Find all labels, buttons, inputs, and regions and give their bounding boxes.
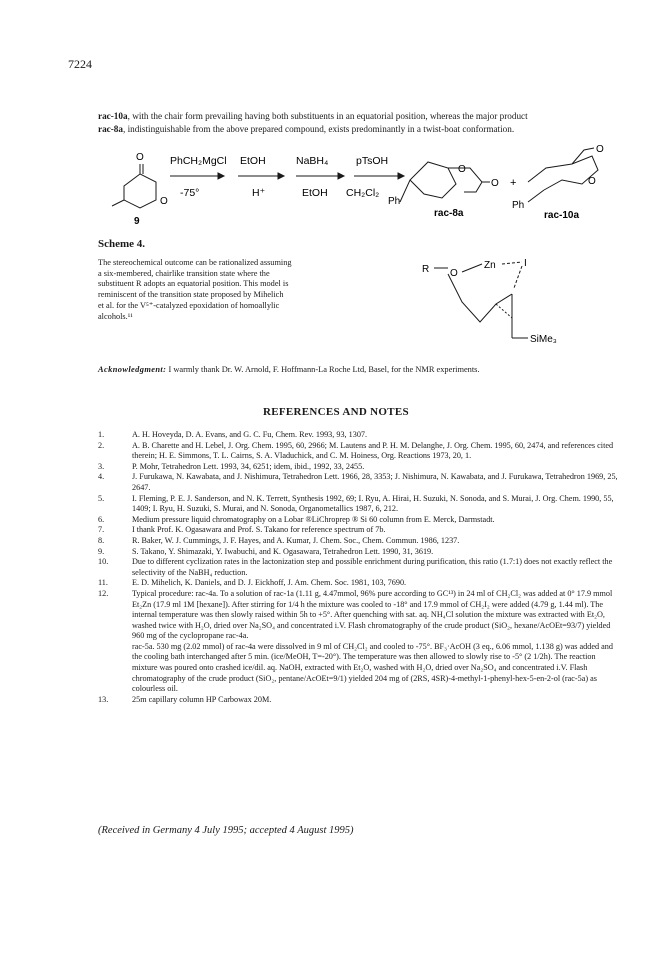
reference-text: I. Fleming, P. E. J. Sanderson, and N. K. Terrett, Synthesis 1992, 69; I. Ryu, A. Hirai, H. Suzuki, N. Sonoda, and S. Murai, J. Org. Chem. 1990, 55, 1409; I. Ryu, H. Suzuki, S. Murai, and N. Sonoda, Organometallics 1987, 6, 212. <box>132 493 614 514</box>
reference-number: 5. <box>98 493 105 503</box>
i-label: I <box>524 258 527 269</box>
lactone-ring <box>124 164 156 208</box>
reference-text: P. Mohr, Tetrahedron Lett. 1993, 34, 6251; idem, ibid., 1992, 33, 2455. <box>132 461 365 471</box>
o-atom: O <box>588 176 596 187</box>
reagent-4-top: pTsOH <box>356 155 389 167</box>
acknowledgment-text: I warmly thank Dr. W. Arnold, F. Hoffmann-La Roche Ltd, Basel, for the NMR experiments. <box>166 365 480 374</box>
o-zn-bond <box>462 264 482 272</box>
reference-item <box>98 589 618 642</box>
reference-text: A. B. Charette and H. Lebel, J. Org. Chem. 1995, 60, 2966; M. Lautens and P. H. M. Delanghe, J. Org. Chem. 1995, 60, 2474, and references cited therein; H. E. Simmons, T. L. Cairns, S. A. Vladuchick, and C. M. Hoiness, Org. Reactions 1973, 20, 1. <box>132 440 614 461</box>
reagent-1-bottom: -75° <box>180 187 200 199</box>
reference-item <box>98 695 618 706</box>
o-atom: O <box>160 196 168 207</box>
transition-state-figure <box>408 252 618 352</box>
reference-item <box>98 547 618 558</box>
reagent-3-top: NaBH₄ <box>296 155 329 167</box>
reference-text: I thank Prof. K. Ogasawara and Prof. S. Takano for reference spectrum of 7b. <box>132 525 386 535</box>
zn-label: Zn <box>484 260 496 271</box>
intro-paragraph <box>98 110 588 135</box>
reagent-3-bottom: EtOH <box>302 187 328 199</box>
text-line: The stereochemical outcome can be rationalized assuming <box>98 258 292 267</box>
scheme-label: Scheme 4. <box>98 238 146 250</box>
reference-number: 6. <box>98 514 105 524</box>
reference-item <box>98 430 618 441</box>
body-paragraph <box>98 258 353 322</box>
reference-number: 13. <box>98 694 109 704</box>
reference-item <box>98 557 618 578</box>
page-number: 7224 <box>68 57 92 71</box>
text-line: a six-membered, chairlike transition state where the <box>98 268 270 278</box>
intro-text-2: , indistinguishable from the above prepared compound, exists predominantly in a twist-boat conformation. <box>123 123 515 134</box>
reagent-2-bottom: H⁺ <box>252 187 266 199</box>
o-label: O <box>450 268 458 279</box>
o-atom: O <box>491 178 499 189</box>
reference-number: 9. <box>98 546 105 556</box>
intro-text-1: , with the chair form prevailing having both substituents in an equatorial position, whereas the major product <box>127 111 528 121</box>
compound-9-label: 9 <box>134 216 140 227</box>
reference-text: Typical procedure: rac-4a. To a solution of rac-1a (1.11 g, 4.47mmol, 96% pure according to GC¹³) in 24 ml of CH₂Cl₂ was added at 0° 17.9 mmol Et₂Zn (17.9 ml 1M [hexane]). After stirring for 1/4 h the mixture was cooled to -18° and 17.9 mmol of CH₂I₂ were added (4.79 g, 1.44 ml). The internal temperature was then slowly raised within 5h to +5°. After quenching with sat. aq. NH₄Cl solution the mixture was extracted with Et₂O, washed twice with H₂O, dried over Na₂SO₄ and concentrated i.V. Flash chromatography of the crude product (SiO₂, hexane/AcOEt=93/7) yielded 960 mg of the cyclopropane rac-4a. <box>132 588 613 641</box>
reference-text: R. Baker, W. J. Cummings, J. F. Hayes, and A. Kumar, J. Chem. Soc., Chem. Commun. 1986, 1237. <box>132 535 460 545</box>
reference-item <box>98 494 618 515</box>
reference-number: 1. <box>98 430 105 439</box>
reference-number: 11. <box>98 578 108 588</box>
text-line: alcohols.¹¹ <box>98 311 133 321</box>
zn-i-dashed <box>502 262 522 264</box>
sime3-label: SiMe₃ <box>530 334 557 345</box>
reference-number <box>98 642 132 695</box>
text-line: reminiscent of the transition state proposed by Mihelich <box>98 290 284 300</box>
reference-item <box>98 462 618 473</box>
rac-10a-label: rac-10a <box>544 210 580 221</box>
compound-ref: rac-8a <box>98 123 123 134</box>
references-heading: REFERENCES AND NOTES <box>263 406 409 418</box>
o-atom: O <box>458 164 466 175</box>
reference-text: Medium pressure liquid chromatography on a Lobar ®LiChroprep ® Si 60 column from E. Merck, Darmstadt. <box>132 514 495 524</box>
reference-item <box>98 536 618 547</box>
reference-text: E. D. Mihelich, K. Daniels, and D. J. Eickhoff, J. Am. Chem. Soc. 1981, 103, 7690. <box>132 578 407 588</box>
reference-number: 2. <box>98 440 105 450</box>
reference-text: S. Takano, Y. Shimazaki, Y. Iwabuchi, and K. Ogasawara, Tetrahedron Lett. 1990, 31, 3619. <box>132 546 434 556</box>
reference-number: 10. <box>98 557 109 567</box>
compound-ref: rac-10a <box>98 111 128 121</box>
plus-sign: + <box>510 177 517 189</box>
chair-backbone <box>448 274 512 322</box>
reference-text: J. Furukawa, N. Kawabata, and J. Nishimura, Tetrahedron Lett. 1966, 28, 3353; J. Nishimura, N. Kawabata, and J. Furukawa, Tetrahedron 1969, 25, 2647. <box>132 472 618 492</box>
reagent-4-bottom: CH₂Cl₂ <box>346 187 380 199</box>
reference-list <box>98 430 618 705</box>
reference-number: 4. <box>98 472 105 482</box>
i-alkene-dashed <box>514 266 522 288</box>
rac-8a-label: rac-8a <box>434 208 464 219</box>
reagent-2-top: EtOH <box>240 155 266 167</box>
reference-text: 25m capillary column HP Carbowax 20M. <box>132 694 272 704</box>
reference-text: rac-5a. 530 mg (2.02 mmol) of rac-4a were dissolved in 9 ml of CH₂Cl₂ and cooled to -75°. BF₃·AcOH (3 eq., 6.06 mmol, 1.138 g) was added and the cooling bath interchanged after 5 min. (ice/MeOH, T=-20°). The temperature was then allowed to slowly rise to -5° (2 1/2h). The reaction mixture was poured onto crashed ice/dil. aq. NaOH, extracted with Et₂O, washed with H₂O, dried over Na₂SO₄ and concentrated i.V. Flash chromatography of the crude product (SiO₂, pentane/AcOEt=9/1) yielded 204 mg of (2RS, 4SR)-4-methyl-1-phenyl-hex-5-en-2-ol (rac-5a) as colourless oil. <box>132 641 613 694</box>
reaction-scheme <box>98 140 618 240</box>
reference-item <box>98 515 618 526</box>
reference-item <box>98 578 618 589</box>
received-dates: (Received in Germany 4 July 1995; accepted 4 August 1995) <box>98 825 354 836</box>
transition-state-svg <box>408 252 618 352</box>
reagent-1-top: PhCH₂MgCl <box>170 155 227 167</box>
reference-text: A. H. Hoveyda, D. A. Evans, and G. C. Fu, Chem. Rev. 1993, 93, 1307. <box>132 430 368 439</box>
o-atom: O <box>596 144 604 155</box>
text-line: et al. for the V⁵⁺-catalyzed epoxidation of homoallylic <box>98 300 280 310</box>
reference-number: 12. <box>98 588 109 598</box>
r-label: R <box>422 264 430 275</box>
reference-text: Due to different cyclization rates in the lactonization step and possible enrichment during purification, this ratio (1.7:1) does not exactly reflect the selectivity of the NaBH₄ reduction. <box>132 557 613 577</box>
phenyl-label: Ph <box>388 196 401 207</box>
phenyl-label: Ph <box>512 200 525 211</box>
acknowledgment-label: Acknowledgment: <box>98 365 167 374</box>
o-atom: O <box>136 152 144 163</box>
text-line: substituent R adopts an equatorial position. This model is <box>98 279 289 289</box>
reference-number: 8. <box>98 535 105 545</box>
reference-item <box>98 525 618 536</box>
reference-item <box>98 472 618 493</box>
alkene-dash <box>496 304 512 318</box>
acknowledgment <box>98 364 608 375</box>
methyl-bond <box>112 200 124 206</box>
reference-number: 3. <box>98 461 105 471</box>
rac-10a-ph-bond <box>528 190 544 202</box>
reference-item <box>98 642 618 695</box>
rac-8a-ring <box>400 162 456 202</box>
reference-item <box>98 441 618 462</box>
scheme-4-figure <box>98 140 618 240</box>
reference-number: 7. <box>98 525 105 535</box>
